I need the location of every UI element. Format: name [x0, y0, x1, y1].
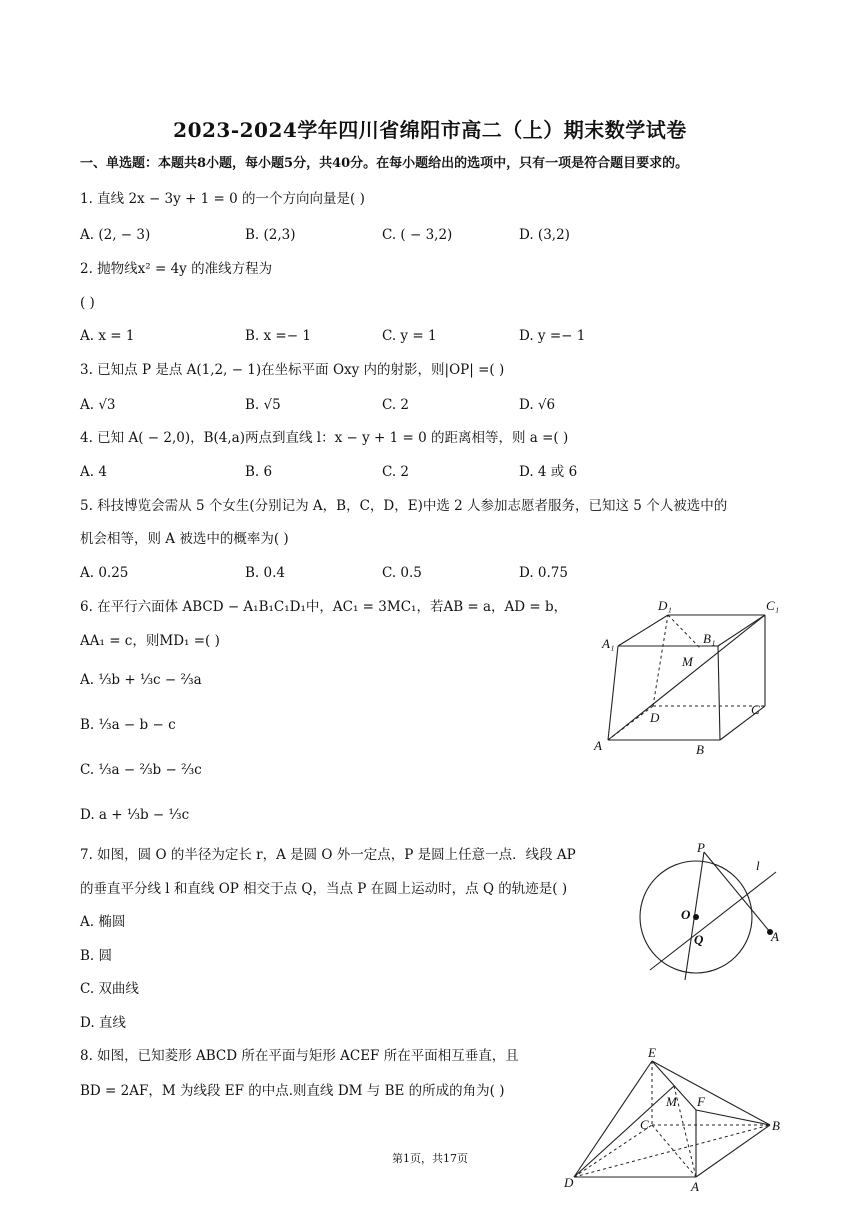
question-5-stem-line2: 机会相等，则 A 被选中的概率为( )	[80, 531, 289, 547]
q1-option-c: C. ( − 3,2)	[382, 227, 453, 243]
q1-option-b: B. (2,3)	[245, 227, 296, 243]
label-D1: D₁	[658, 598, 672, 613]
label-l: l	[756, 858, 760, 873]
label-E: E	[648, 1045, 656, 1060]
q5-option-c: C. 0.5	[382, 565, 422, 581]
question-6-stem-line1: 6. 在平行六面体 ABCD − A₁B₁C₁D₁中，AC₁ = 3MC₁，若AB = a，AD = b，	[80, 599, 568, 615]
label-C: C	[640, 1117, 649, 1132]
q4-option-a: A. 4	[80, 464, 107, 480]
q5-option-d: D. 0.75	[519, 565, 568, 581]
label-M: M	[682, 654, 693, 669]
question-7-stem-line2: 的垂直平分线 l 和直线 OP 相交于点 Q，当点 P 在圆上运动时，点 Q 的轨迹是( )	[80, 881, 568, 897]
label-P: P	[697, 840, 705, 855]
q2-option-b: B. x =− 1	[245, 328, 311, 344]
question-6-stem-line2: AA₁ = c，则MD₁ =( )	[80, 633, 220, 649]
question-5-stem-line1: 5. 科技博览会需从 5 个女生(分别记为 A，B，C，D，E)中选 2 人参加志愿者服务，已知这 5 个人被选中的	[80, 498, 728, 514]
question-3-stem: 3. 已知点 P 是点 A(1,2, − 1)在坐标平面 Oxy 内的射影，则|OP| =( )	[80, 362, 505, 378]
q2-option-d: D. y =− 1	[519, 328, 586, 344]
rhombus-rectangle-figure	[560, 1045, 790, 1195]
label-O: O	[681, 907, 691, 922]
q4-option-b: B. 6	[245, 464, 273, 480]
label-C1: C₁	[766, 598, 780, 613]
page-footer: 第1页，共17页	[392, 1152, 468, 1165]
question-2-paren: ( )	[80, 295, 95, 311]
circle-figure	[630, 840, 790, 985]
page-title: 2023-2024学年四川省绵阳市高二（上）期末数学试卷	[173, 118, 687, 142]
label-A: A	[691, 1179, 699, 1194]
parallelepiped-figure	[590, 598, 790, 763]
q7-option-b: B. 圆	[80, 948, 113, 964]
q5-option-b: B. 0.4	[245, 565, 285, 581]
label-Q: Q	[694, 932, 704, 947]
q2-option-c: C. y = 1	[382, 328, 437, 344]
q7-option-d: D. 直线	[80, 1015, 126, 1031]
q3-option-c: C. 2	[382, 397, 410, 413]
q6-option-b: B. ⅓a − b − c	[80, 717, 176, 733]
q2-option-a: A. x = 1	[80, 328, 135, 344]
q4-option-d: D. 4 或 6	[519, 464, 578, 480]
question-4-stem: 4. 已知 A( − 2,0)，B(4,a)两点到直线 l：x − y + 1 = 0 的距离相等，则 a =( )	[80, 430, 569, 446]
q6-option-d: D. a + ⅓b − ⅓c	[80, 807, 190, 823]
q7-option-c: C. 双曲线	[80, 981, 139, 997]
label-C: C	[751, 702, 760, 717]
label-A: A	[594, 738, 602, 753]
q7-option-a: A. 椭圆	[80, 914, 126, 930]
q3-option-a: A. √3	[80, 397, 116, 413]
label-A1: A₁	[602, 636, 615, 651]
label-A: A	[771, 929, 779, 944]
question-1-stem: 1. 直线 2x − 3y + 1 = 0 的一个方向向量是( )	[80, 191, 365, 207]
label-D: D	[564, 1175, 574, 1190]
question-7-stem-line1: 7. 如图，圆 O 的半径为定长 r，A 是圆 O 外一定点，P 是圆上任意一点．线段 AP	[80, 847, 576, 863]
label-B: B	[772, 1118, 780, 1133]
question-8-stem-line1: 8. 如图，已知菱形 ABCD 所在平面与矩形 ACEF 所在平面相互垂直，且	[80, 1048, 519, 1064]
q3-option-b: B. √5	[245, 397, 281, 413]
q6-option-c: C. ⅓a − ⅔b − ⅔c	[80, 762, 202, 778]
q1-option-d: D. (3,2)	[519, 227, 570, 243]
q1-option-a: A. (2, − 3)	[80, 227, 151, 243]
question-2-stem: 2. 抛物线x² = 4y 的准线方程为	[80, 261, 273, 277]
label-B1: B₁	[703, 631, 716, 646]
q4-option-c: C. 2	[382, 464, 410, 480]
question-8-stem-line2: BD = 2AF，M 为线段 EF 的中点.则直线 DM 与 BE 的所成的角为( )	[80, 1083, 505, 1099]
section-heading: 一、单选题：本题共8小题，每小题5分，共40分。在每小题给出的选项中，只有一项是符合题目要求的。	[80, 156, 689, 171]
label-M: M	[666, 1094, 677, 1109]
q3-option-d: D. √6	[519, 397, 556, 413]
label-F: F	[697, 1094, 705, 1109]
label-B: B	[696, 742, 704, 757]
q6-option-a: A. ⅓b + ⅓c − ⅔a	[80, 672, 202, 688]
label-D: D	[650, 710, 660, 725]
q5-option-a: A. 0.25	[80, 565, 129, 581]
